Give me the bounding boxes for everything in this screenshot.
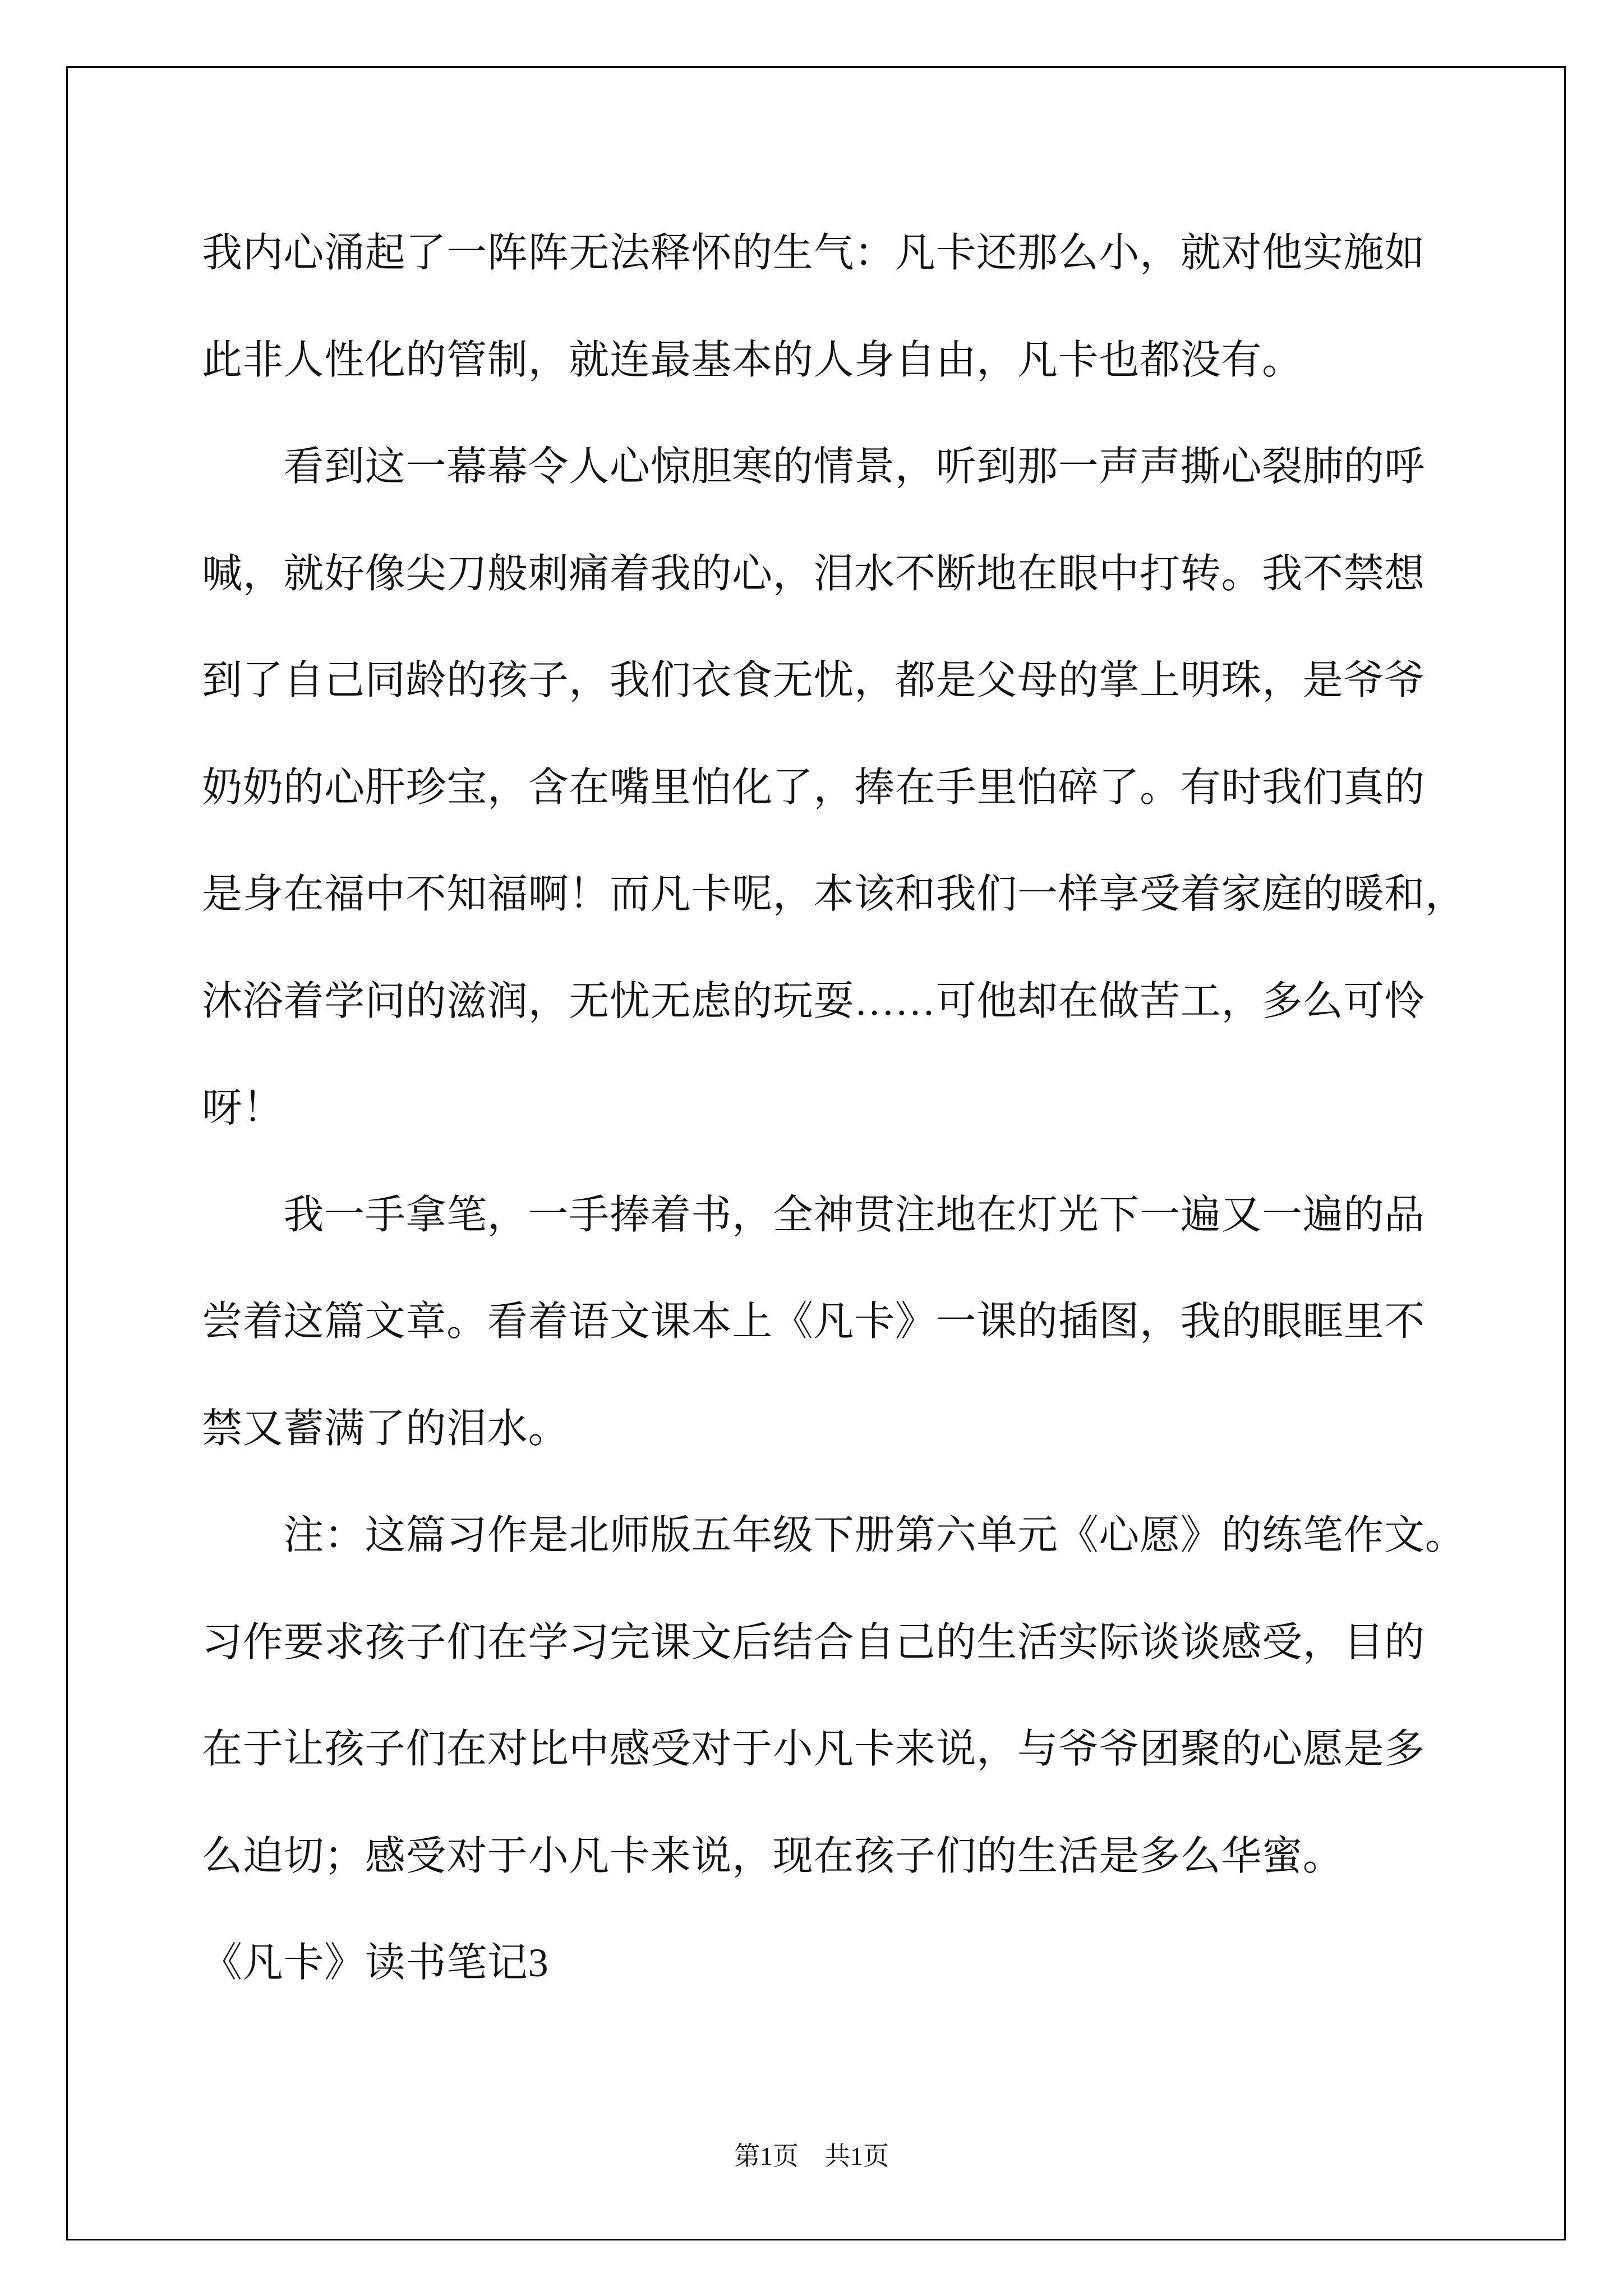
text-line: 我一手拿笔，一手捧着书，全神贯注地在灯光下一遍又一遍的品	[283, 1192, 1425, 1237]
text-line: 么迫切；感受对于小凡卡来说，现在孩子们的生活是多么华蜜。	[202, 1833, 1344, 1879]
text-line: 奶奶的心肝珍宝，含在嘴里怕化了，捧在手里怕碎了。有时我们真的	[202, 765, 1426, 810]
text-line: 尝着这篇文章。看着语文课本上《凡卡》一课的插图，我的眼眶里不	[202, 1299, 1426, 1344]
text-line: 呀！	[202, 1085, 284, 1130]
document-body	[202, 200, 1492, 2017]
text-line: 禁又蓄满了的泪水。	[202, 1406, 569, 1451]
text-line: 此非人性化的管制，就连最基本的人身自由，凡卡也都没有。	[202, 337, 1303, 383]
text-line: 到了自己同龄的孩子，我们衣食无忧，都是父母的掌上明珠，是爷爷	[202, 658, 1426, 703]
text-line: 喊，就好像尖刀般刺痛着我的心，泪水不断地在眼中打转。我不禁想	[202, 551, 1426, 596]
text-line: 沐浴着学问的滋润，无忧无虑的玩耍……可他却在做苦工，多么可怜	[202, 978, 1426, 1024]
section-heading: 《凡卡》读书笔记3	[202, 1940, 549, 1985]
text-line: 我内心涌起了一阵阵无法释怀的生气：凡卡还那么小，就对他实施如	[202, 231, 1426, 275]
page-indicator: 第1页 共1页	[734, 2142, 889, 2170]
text-line: 注：这篇习作是北师版五年级下册第六单元《心愿》的练笔作文。	[283, 1513, 1466, 1558]
text-line: 在于让孩子们在对比中感受对于小凡卡来说，与爷爷团聚的心愿是多	[202, 1727, 1426, 1772]
paragraph-1	[202, 200, 1492, 413]
paragraph-note	[202, 1482, 1492, 1910]
text-line: 是身在福中不知福啊！而凡卡呢，本该和我们一样享受着家庭的暖和，	[202, 872, 1466, 917]
text-line: 习作要求孩子们在学习完课文后结合自己的生活实际谈谈感受，目的	[202, 1619, 1426, 1665]
paragraph-2	[202, 413, 1492, 1162]
paragraph-3	[202, 1162, 1492, 1483]
text-line: 看到这一幕幕令人心惊胆寒的情景，听到那一声声撕心裂肺的呼	[283, 444, 1425, 489]
